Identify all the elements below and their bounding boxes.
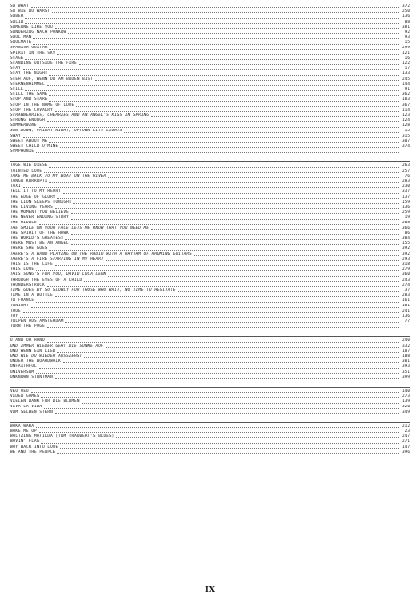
dot-leader <box>55 208 399 209</box>
dot-leader <box>124 132 399 133</box>
song-title: TO FRANCE <box>10 298 35 304</box>
dot-leader <box>39 368 399 369</box>
page-ref: 259 <box>401 210 410 216</box>
song-title: STEH AUF, WENN DU AM BODEN BIST <box>10 76 93 82</box>
song-title: STOP AND STARE <box>10 97 48 103</box>
page-ref: 133 <box>401 71 410 77</box>
song-title: THUNDERSTRUCK <box>10 282 45 288</box>
index-entry <box>10 410 410 415</box>
dot-leader <box>25 18 399 19</box>
page-ref: 121 <box>401 50 410 56</box>
dot-leader <box>116 437 399 438</box>
page-ref: 101 <box>401 303 410 309</box>
dot-leader <box>57 198 399 199</box>
page-ref: 283 <box>401 179 410 184</box>
song-title: STAY THE NIGHT <box>10 71 48 77</box>
page-ref: 155 <box>401 241 410 247</box>
dot-leader <box>71 234 399 235</box>
dot-leader <box>44 408 399 409</box>
page-ref: 257 <box>401 168 410 174</box>
page-ref: 212 <box>401 423 410 429</box>
dot-leader <box>57 54 399 55</box>
song-title: TAINTED LOVE <box>10 168 43 174</box>
dot-leader <box>36 427 399 428</box>
song-title: TAGE WIE DIESE <box>10 163 48 169</box>
page-ref: 307 <box>401 138 410 144</box>
page-ref: 77 <box>404 319 410 325</box>
dot-leader <box>47 121 399 122</box>
index-section <box>10 389 410 415</box>
dot-leader <box>63 362 399 363</box>
dot-leader <box>84 357 399 358</box>
page-ref: 137 <box>401 194 410 200</box>
dot-leader <box>55 28 399 29</box>
page-ref: 139 <box>401 399 410 405</box>
song-title: STILL <box>10 87 24 92</box>
song-title: VOM SELBEN STERN <box>10 409 53 415</box>
index-entry <box>10 450 410 455</box>
page-ref: 17 <box>404 66 410 72</box>
dot-leader <box>55 296 399 297</box>
page-ref: 315 <box>401 133 410 139</box>
song-title: VIVA LA VIDA <box>10 404 43 410</box>
page-ref: 93 <box>404 35 410 41</box>
song-title: THERE'S A BAND PLAYING ON THE RADIO WITH A RHYTHM OF RHUMING GUITARS <box>10 251 192 257</box>
page-ref: 230 <box>401 184 410 190</box>
song-title: SOULMATE <box>10 40 32 46</box>
song-title: SOMEONE LIKE YOU <box>10 24 53 30</box>
dot-leader <box>73 203 399 204</box>
song-title: SWAY <box>10 133 21 139</box>
page-ref: 86 <box>404 230 410 236</box>
index-section <box>10 4 410 154</box>
dot-leader <box>95 80 399 81</box>
song-title: SYMPHONIE <box>10 149 35 155</box>
page-ref: 88 <box>404 19 410 25</box>
page-ref: 122 <box>401 61 410 67</box>
page-ref: 124 <box>401 118 410 124</box>
page-ref: 245 <box>401 76 410 82</box>
page-ref: 279 <box>401 267 410 273</box>
dot-leader <box>31 307 399 308</box>
page-ref: 136 <box>401 313 410 319</box>
dot-leader <box>33 44 399 45</box>
page-ref: 362 <box>401 92 410 98</box>
song-title: STOP THE CAVALRY <box>10 107 53 113</box>
page-ref: 76 <box>404 173 410 179</box>
dot-leader <box>31 392 399 393</box>
dot-leader <box>108 177 399 178</box>
song-title: TAXI <box>10 184 21 190</box>
page-ref: 15 <box>404 40 410 46</box>
dot-leader <box>57 453 399 454</box>
song-title: TRUE <box>10 308 21 314</box>
page-ref: 263 <box>401 163 410 169</box>
dot-leader <box>33 38 399 39</box>
dot-leader <box>82 403 400 404</box>
dot-leader <box>151 116 399 117</box>
song-title: UNKNOWN STUNTMAN <box>10 374 53 380</box>
page-ref: 15 <box>404 128 410 134</box>
page-ref: 320 <box>401 404 410 410</box>
dot-leader <box>23 187 399 188</box>
dot-leader <box>39 127 399 128</box>
dot-leader <box>49 75 399 76</box>
page-ref: 241 <box>401 308 410 314</box>
song-title: UND WENN EIN LIED <box>10 348 56 354</box>
dot-leader <box>49 250 399 251</box>
page-ref: 372 <box>401 4 410 9</box>
page-ref: 273 <box>401 394 410 400</box>
dot-leader <box>25 23 399 24</box>
song-title: VIDEO GAMES <box>10 394 40 400</box>
song-title: UNFAITHFUL <box>10 364 37 370</box>
song-title: SONDERZUG NACH PANKOW <box>10 29 67 35</box>
section-divider <box>10 336 410 337</box>
page-number: IX <box>205 584 215 594</box>
dot-leader <box>55 413 399 414</box>
page-ref: 147 <box>401 444 410 450</box>
dot-leader <box>41 443 399 444</box>
page-ref: 332 <box>401 343 410 349</box>
dot-leader <box>49 49 399 50</box>
dot-leader <box>20 317 399 318</box>
page-ref: 396 <box>401 449 410 455</box>
dot-leader <box>151 229 399 230</box>
dot-leader <box>25 90 399 91</box>
dot-leader <box>71 219 399 220</box>
page-ref: 159 <box>401 199 410 205</box>
dot-leader <box>63 193 399 194</box>
page-ref: 374 <box>401 144 410 150</box>
dot-leader <box>23 137 399 138</box>
dot-leader <box>60 147 399 148</box>
song-title: SUMMERWINE <box>10 123 37 129</box>
page-ref: 243 <box>401 277 410 283</box>
dot-leader <box>71 213 399 214</box>
song-title: TRY <box>10 313 19 319</box>
page-ref: 250 <box>401 9 410 15</box>
index-entry <box>10 324 410 329</box>
index-section <box>10 163 410 329</box>
song-title: THERE MUST BE AN ANGEL <box>10 241 69 247</box>
dot-leader <box>71 244 399 245</box>
dot-leader <box>55 265 399 266</box>
page-ref: 16 <box>404 55 410 61</box>
song-title: WALTZING MATILDA (TOM TRAUBERT'S BLUES) <box>10 434 115 440</box>
song-title: WAY BACK INTO LOVE <box>10 444 59 450</box>
page-ref: 283 <box>401 293 410 299</box>
song-title: THE RIDDLE <box>10 220 37 226</box>
dot-leader <box>49 167 399 168</box>
page-ref: 114 <box>401 107 410 113</box>
song-title: THE LIVING YEARS <box>10 204 53 210</box>
page-ref: 360 <box>401 272 410 278</box>
song-title: STRAWBERRIES, CHERRIES AND AN ANGEL'S KISS IN SPRING <box>10 112 149 118</box>
dot-leader <box>41 397 399 398</box>
page-ref: 188 <box>401 354 410 359</box>
page-ref: 136 <box>401 14 410 20</box>
song-title: SO WHAT <box>10 4 29 9</box>
dot-leader <box>47 327 399 328</box>
song-title: UND IMMER WIEDER GEHT DIE SONNE AUF <box>10 343 104 349</box>
section-divider <box>10 422 410 423</box>
page-ref: 161 <box>401 298 410 304</box>
page-ref: 128 <box>401 123 410 129</box>
dot-leader <box>36 373 399 374</box>
page-ref: 92 <box>404 29 410 35</box>
song-title: THROUGH THE EYES OF A CHILD <box>10 277 83 283</box>
song-title: TELL IT TO MY HEART <box>10 189 61 195</box>
dot-leader <box>49 95 399 96</box>
page-ref: 367 <box>401 102 410 108</box>
song-title: U AND UR HAND <box>10 338 45 344</box>
index-entry <box>10 375 410 380</box>
dot-leader <box>108 276 399 277</box>
song-title: SPIRIT IN THE SKY <box>10 50 56 56</box>
song-title: TAKE ME BACK TO MY BOAT ON THE RIVER <box>10 173 107 179</box>
song-title: WAKA WAKA <box>10 423 35 429</box>
song-title: THE NEVER ENDING STORY <box>10 215 69 221</box>
dot-leader <box>47 286 399 287</box>
song-title: SOUL MAN <box>10 35 32 41</box>
song-title: THERE'S A FIRE STARTING IN MY HEART <box>10 256 104 262</box>
section-divider <box>10 387 410 388</box>
song-title: WE AND THE PEOPLE <box>10 449 56 455</box>
page-ref: 240 <box>401 338 410 344</box>
song-title: THIS LOVE <box>10 267 35 273</box>
dot-leader <box>106 260 399 261</box>
song-title: STILL THE SAME <box>10 92 48 98</box>
page-ref: 381 <box>401 24 410 30</box>
dot-leader <box>84 281 399 282</box>
dot-leader <box>65 239 399 240</box>
page-ref: 393 <box>401 364 410 370</box>
index-section <box>10 338 410 380</box>
page-ref: 349 <box>401 409 410 415</box>
page-ref: 293 <box>401 256 410 262</box>
song-title: THERE SHE GOES <box>10 246 48 252</box>
dot-leader <box>57 352 399 353</box>
dot-leader <box>68 33 399 34</box>
song-title: TONIGHT <box>10 303 29 309</box>
dot-leader <box>106 347 399 348</box>
song-title: THE MOMENT YOU BELIEVE <box>10 210 69 216</box>
song-title: STAY <box>10 66 21 72</box>
page-ref: 271 <box>401 439 410 445</box>
song-title: STOP IN THE NAME OF LOVE <box>10 102 75 108</box>
dot-leader <box>76 106 399 107</box>
song-title: SPANISH GUITAR <box>10 45 48 51</box>
page-ref: 23 <box>404 429 410 435</box>
page-ref: 366 <box>401 225 410 231</box>
section-divider <box>10 161 410 162</box>
page-ref: 318 <box>401 262 410 267</box>
song-title: SUN DOWN, FRIDAY NIGHT, UPTOWN CITY LIGHTS <box>10 128 123 134</box>
dot-leader <box>44 172 399 173</box>
dot-leader <box>178 291 399 292</box>
song-title: TULPEN AUS AMSTERDAM <box>10 319 64 325</box>
dot-leader <box>36 302 399 303</box>
dot-leader <box>31 7 399 8</box>
song-title: SOLID <box>10 19 24 25</box>
page-ref: 91 <box>404 87 410 92</box>
song-title: VEO VEO <box>10 388 29 394</box>
song-title: THE LION SLEEPS TONIGHT <box>10 199 72 205</box>
song-title: WAVIN' FLAG <box>10 439 40 445</box>
song-title: THE SPIRIT OF THE HAWK <box>10 230 69 236</box>
page-ref: 183 <box>401 97 410 103</box>
dot-leader <box>47 342 399 343</box>
song-title: SWEET CHILD O'MINE <box>10 144 59 150</box>
index-section <box>10 424 410 455</box>
page-ref: 392 <box>401 251 410 257</box>
dot-leader <box>25 59 399 60</box>
dot-leader <box>65 322 399 323</box>
song-title: SO WIE DU WARST <box>10 9 51 15</box>
page-ref: 247 <box>401 434 410 440</box>
dot-leader <box>36 152 399 153</box>
page-ref: 384 <box>401 236 410 242</box>
song-title: SWEET ABOUT ME <box>10 138 48 144</box>
dot-leader <box>49 182 399 183</box>
song-title: STAGE <box>10 55 24 61</box>
page-ref: 187 <box>401 348 410 354</box>
page-ref: 299 <box>401 45 410 51</box>
page-ref: 136 <box>401 204 410 210</box>
song-index <box>10 4 410 455</box>
song-title: THIS SONG'S FOR YOU, DAVID LUCA LEON <box>10 272 107 278</box>
dot-leader <box>23 312 399 313</box>
dot-leader <box>194 255 399 256</box>
song-title: TANGO KORRUPTI <box>10 179 48 184</box>
dot-leader <box>36 270 399 271</box>
song-title: VIELEN DANK FUR DIE BLUMEN <box>10 399 80 405</box>
page-ref: 208 <box>401 220 410 226</box>
page-ref: 301 <box>401 359 410 365</box>
song-title: UND WIE DU WIEDER AUSSIEHST <box>10 354 83 359</box>
song-title: UNIVERSUM <box>10 369 35 375</box>
dot-leader <box>55 111 399 112</box>
page-ref: 399 <box>401 374 410 380</box>
dot-leader <box>60 448 399 449</box>
dot-leader <box>79 64 399 65</box>
dot-leader <box>49 101 399 102</box>
dot-leader <box>52 12 399 13</box>
song-title: THE WORLD'S GREATEST <box>10 236 64 242</box>
dot-leader <box>49 142 399 143</box>
song-title: STERNENHIMMEL <box>10 81 45 87</box>
dot-leader <box>55 378 399 379</box>
page-ref: 144 <box>401 81 410 87</box>
song-title: STRONG ENOUGH <box>10 118 45 124</box>
dot-leader <box>47 85 399 86</box>
song-title: UNDER THE BOARDWALK <box>10 359 61 365</box>
song-title: THIS IS THE LIFE <box>10 262 53 267</box>
dot-leader <box>39 432 399 433</box>
page-ref: 123 <box>401 112 410 118</box>
song-title: THE SMILE ON YOUR FACE LETS ME KNOW THAT YOU NEED ME <box>10 225 149 231</box>
page-ref: 37 <box>404 287 410 293</box>
page-ref: 392 <box>401 246 410 252</box>
page-ref: 274 <box>401 282 410 288</box>
page-ref: 19 <box>404 215 410 221</box>
song-title: STANDING OUTSIDE THE FIRE <box>10 61 77 67</box>
page-ref: 351 <box>401 369 410 375</box>
song-title: SOBER <box>10 14 24 20</box>
song-title: TIME GOES BY SO SLOWLY FOR THOSE WHO WAIT, NO TIME TO HESITATE <box>10 287 176 293</box>
song-title: WAKE ME UP <box>10 429 37 435</box>
dot-leader <box>23 69 399 70</box>
index-entry <box>10 149 410 154</box>
song-title: THE EDGE OF GLORY <box>10 194 56 200</box>
page-ref: 337 <box>401 189 410 195</box>
page-ref: 140 <box>401 388 410 394</box>
dot-leader <box>39 224 399 225</box>
song-title: TIME IN A BOTTLE <box>10 293 53 299</box>
song-title: TURN THE PAGE <box>10 324 45 330</box>
